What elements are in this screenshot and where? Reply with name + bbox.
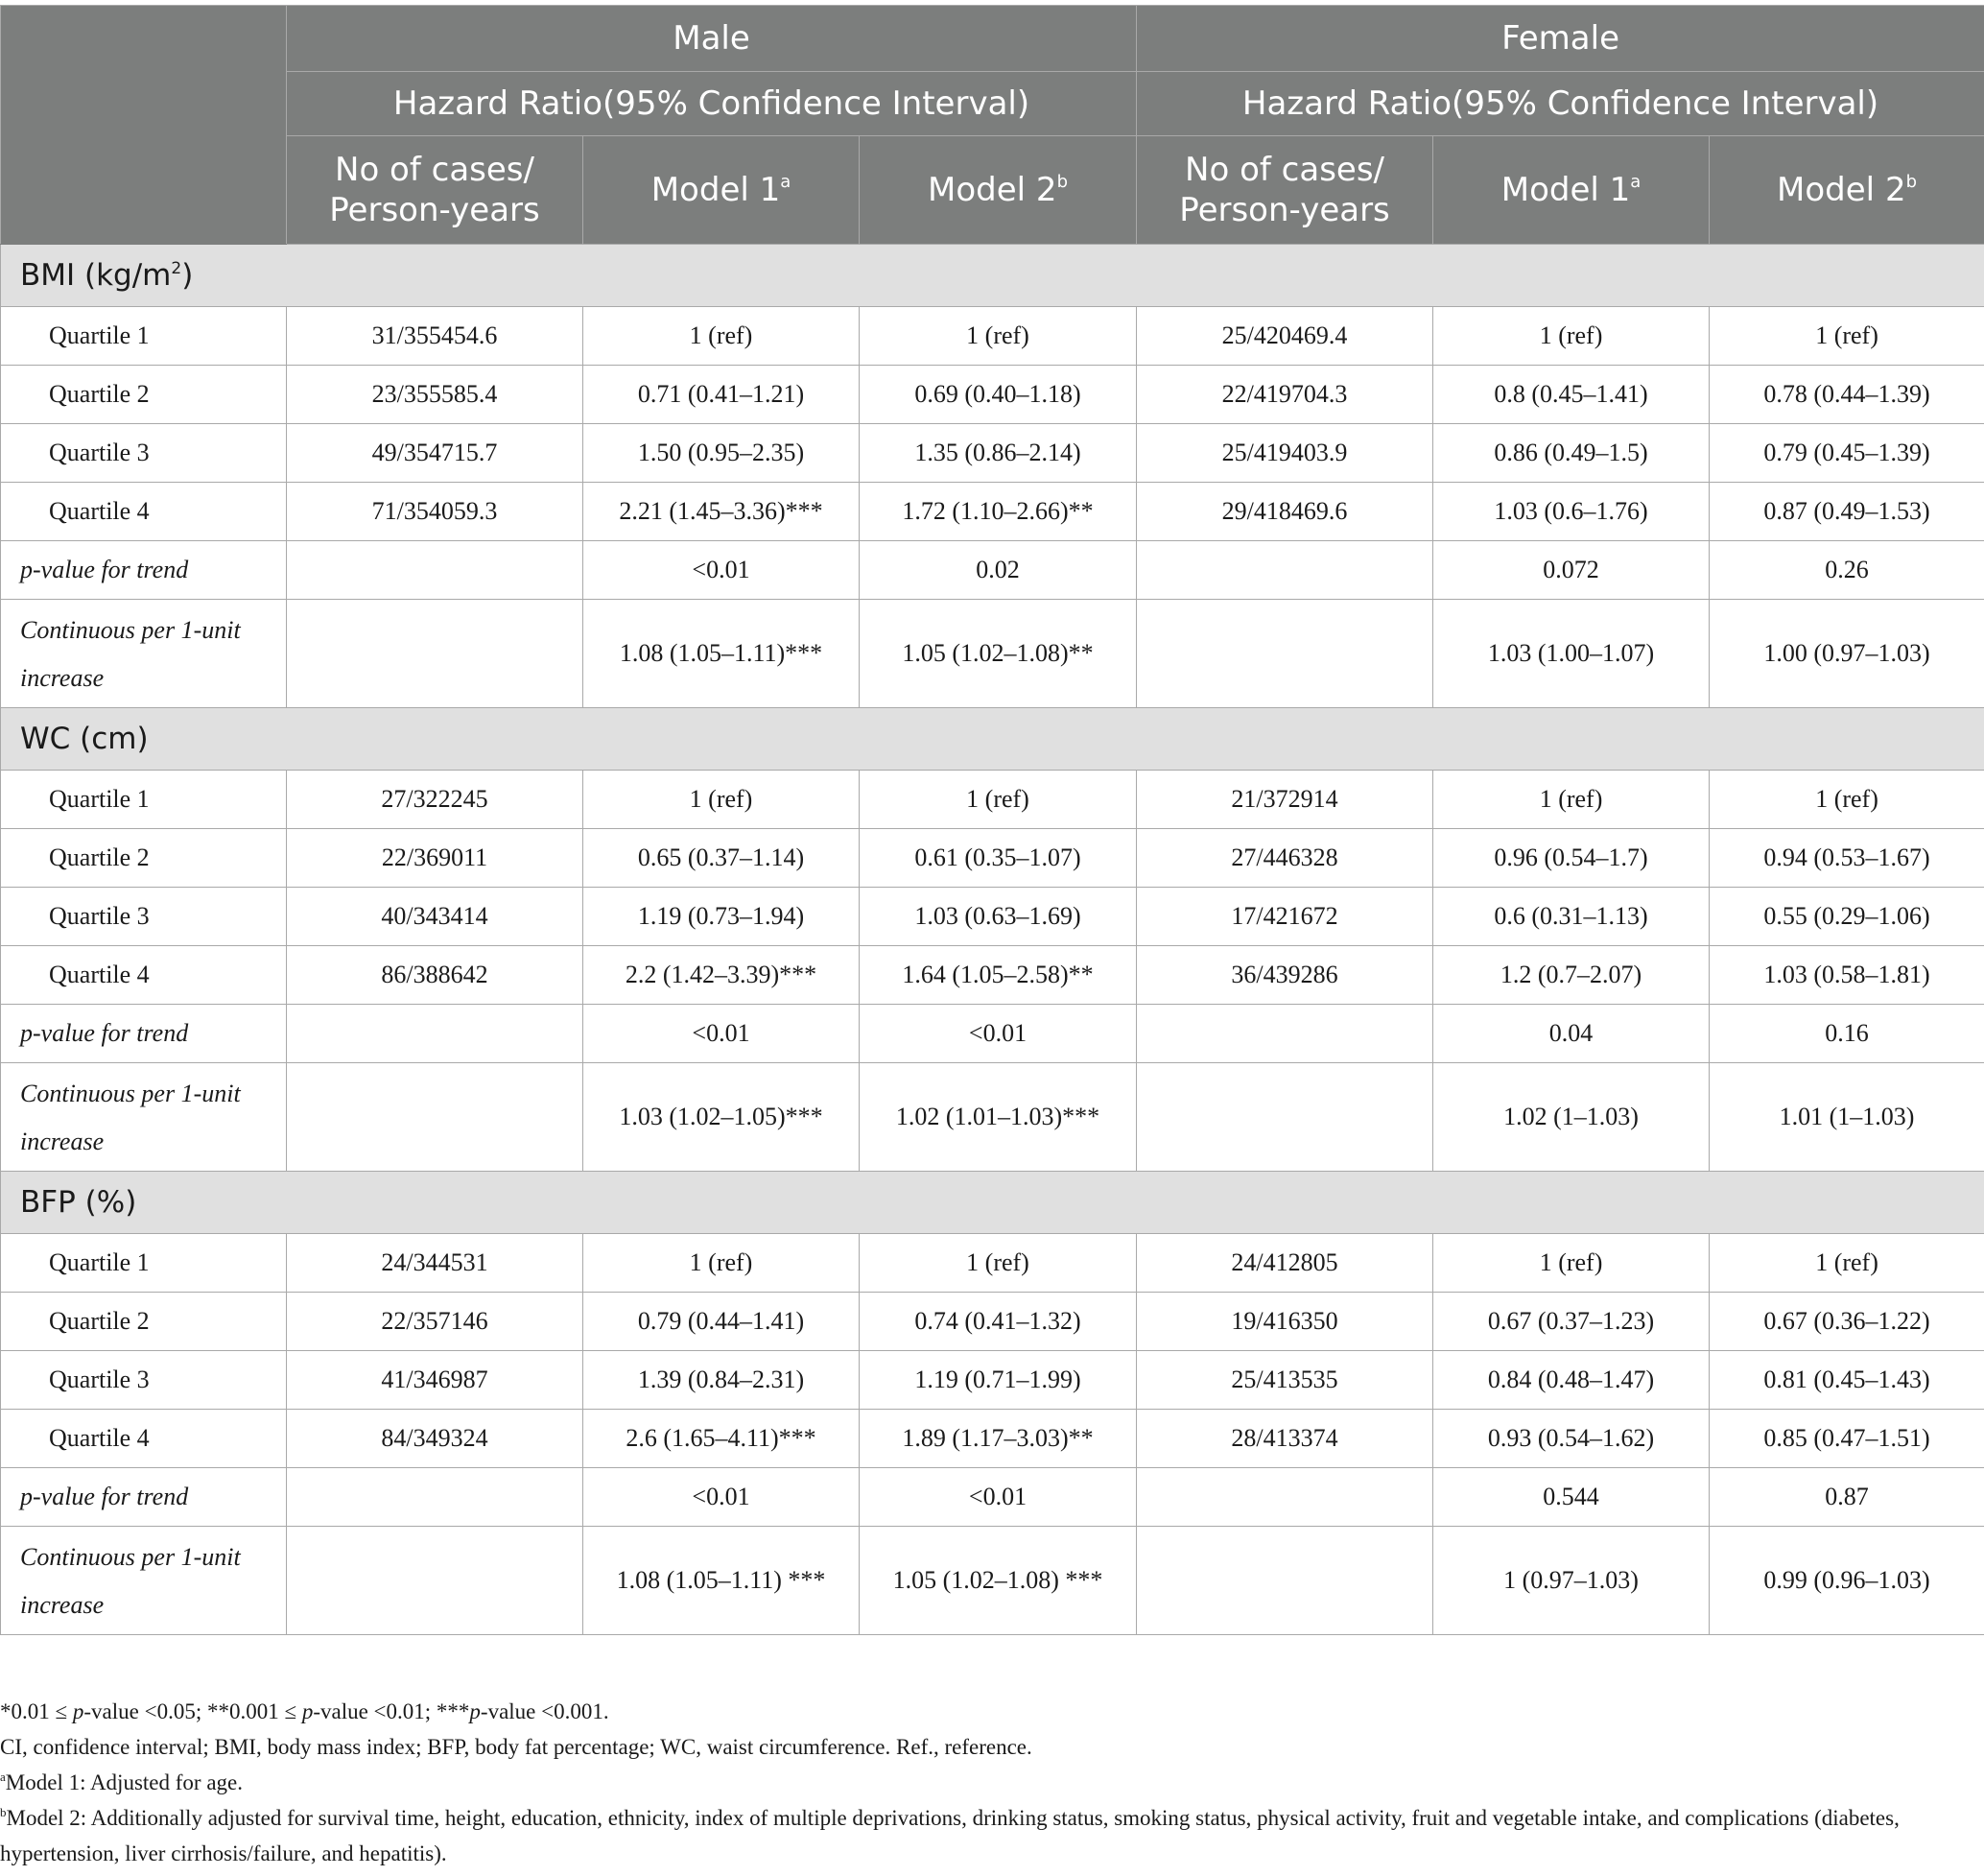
hazard-ratio-table — [0, 5, 1984, 1635]
male-model2-cell: 1.72 (1.10–2.66)** — [860, 483, 1137, 541]
female-cases-cell: 28/413374 — [1137, 1410, 1433, 1468]
male-model1-cell: 1 (ref) — [583, 1234, 860, 1293]
female-model1-cell: 1.2 (0.7–2.07) — [1433, 946, 1710, 1005]
section-title: BMI $(kg/m^2)$ — [1, 245, 1984, 307]
female-header: Female — [1137, 6, 1984, 72]
female-model2-cell: 1 (ref) — [1710, 771, 1984, 829]
continuous-row — [1, 1063, 1984, 1172]
female-cases-cell — [1137, 1063, 1433, 1172]
trend-row — [1, 541, 1984, 600]
male-cases-cell: 27/322245 — [287, 771, 583, 829]
row-label: Quartile 3 — [1, 1351, 287, 1410]
continuous-label: Continuous per 1-unit increase — [1, 1063, 287, 1172]
male-cases-cell: 23/355585.4 — [287, 366, 583, 424]
male-model2-cell: 1.89 (1.17–3.03)** — [860, 1410, 1137, 1468]
male-model1-cell: 1.08 (1.05–1.11) *** — [583, 1527, 860, 1635]
male-cases-cell: 86/388642 — [287, 946, 583, 1005]
male-model2-cell: <0.01 — [860, 1005, 1137, 1063]
row-label: Quartile 2 — [1, 1293, 287, 1351]
female-model2-cell: 0.26 — [1710, 541, 1984, 600]
male-cases-cell: 71/354059.3 — [287, 483, 583, 541]
table-row — [1, 946, 1984, 1005]
female-model2-cell: 0.94 (0.53–1.67) — [1710, 829, 1984, 888]
row-label: Quartile 1 — [1, 307, 287, 366]
male-model1-cell: 2.2 (1.42–3.39)*** — [583, 946, 860, 1005]
female-model2-cell: 0.85 (0.47–1.51) — [1710, 1410, 1984, 1468]
female-model2-cell: 1.03 (0.58–1.81) — [1710, 946, 1984, 1005]
male-model1-cell: 1.08 (1.05–1.11)*** — [583, 600, 860, 708]
female-cases-cell: 17/421672 — [1137, 888, 1433, 946]
male-cases-cell — [287, 1468, 583, 1527]
table-header — [1, 6, 1984, 245]
female-model1-cell: 1 (ref) — [1433, 1234, 1710, 1293]
female-model1-cell: 0.93 (0.54–1.62) — [1433, 1410, 1710, 1468]
male-model1-cell: <0.01 — [583, 1468, 860, 1527]
female-cases-cell: 25/413535 — [1137, 1351, 1433, 1410]
male-model1-cell: 0.71 (0.41–1.21) — [583, 366, 860, 424]
female-cases-cell: 22/419704.3 — [1137, 366, 1433, 424]
female-model1-cell: 0.072 — [1433, 541, 1710, 600]
male-model1-cell: 1.50 (0.95–2.35) — [583, 424, 860, 483]
female-model2-cell: 0.99 (0.96–1.03) — [1710, 1527, 1984, 1635]
male-model2-cell: 1.05 (1.02–1.08)** — [860, 600, 1137, 708]
male-model2-cell: 0.02 — [860, 541, 1137, 600]
male-model1-cell: 0.79 (0.44–1.41) — [583, 1293, 860, 1351]
row-label: Quartile 4 — [1, 1410, 287, 1468]
male-model1-cell: <0.01 — [583, 541, 860, 600]
female-cases-cell: 19/416350 — [1137, 1293, 1433, 1351]
female-model1-cell: 1.02 (1–1.03) — [1433, 1063, 1710, 1172]
male-model2-cell: 1.64 (1.05–2.58)** — [860, 946, 1137, 1005]
section-header-row — [1, 708, 1984, 771]
table-row — [1, 1234, 1984, 1293]
male-cases-cell: 24/344531 — [287, 1234, 583, 1293]
continuous-row — [1, 600, 1984, 708]
male-model1-cell: 1.39 (0.84–2.31) — [583, 1351, 860, 1410]
row-label: Quartile 3 — [1, 424, 287, 483]
section-header-row — [1, 1172, 1984, 1234]
female-cases-cell: 29/418469.6 — [1137, 483, 1433, 541]
female-cases-cell — [1137, 1527, 1433, 1635]
female-model1-cell: 1.03 (1.00–1.07) — [1433, 600, 1710, 708]
male-cases-cell: 49/354715.7 — [287, 424, 583, 483]
male-model1-cell: 1 (ref) — [583, 307, 860, 366]
male-cases-cell — [287, 600, 583, 708]
footnotes — [0, 1694, 1967, 1871]
table-row — [1, 366, 1984, 424]
footnote-significance: *0.01 ≤ p-value <0.05; **0.001 ≤ p-value <0.01; ***p-value <0.001. — [0, 1699, 609, 1723]
male-model2-cell: 1.05 (1.02–1.08) *** — [860, 1527, 1137, 1635]
female-model1-cell: 1.03 (0.6–1.76) — [1433, 483, 1710, 541]
male-model1-cell: 1.03 (1.02–1.05)*** — [583, 1063, 860, 1172]
female-cases-cell: 27/446328 — [1137, 829, 1433, 888]
female-model1-cell: 0.544 — [1433, 1468, 1710, 1527]
footnote-model1: $^a$Model 1: Adjusted for age. — [0, 1769, 243, 1794]
male-cases-cell: 40/343414 — [287, 888, 583, 946]
section-title: WC (cm) — [1, 708, 1984, 771]
male-cases-cell — [287, 1527, 583, 1635]
female-model2-cell: 1 (ref) — [1710, 307, 1984, 366]
female-cases-cell: 21/372914 — [1137, 771, 1433, 829]
male-model2-cell: <0.01 — [860, 1468, 1137, 1527]
female-model2-cell: 0.16 — [1710, 1005, 1984, 1063]
table-row — [1, 1293, 1984, 1351]
table-row — [1, 1410, 1984, 1468]
male-model2-cell: 0.61 (0.35–1.07) — [860, 829, 1137, 888]
female-model2-cell: 1.00 (0.97–1.03) — [1710, 600, 1984, 708]
table-row — [1, 483, 1984, 541]
trend-row — [1, 1468, 1984, 1527]
female-model2-cell: 1 (ref) — [1710, 1234, 1984, 1293]
continuous-label: Continuous per 1-unit increase — [1, 600, 287, 708]
continuous-label: Continuous per 1-unit increase — [1, 1527, 287, 1635]
female-model1-cell: 0.6 (0.31–1.13) — [1433, 888, 1710, 946]
section-title: BFP (%) — [1, 1172, 1984, 1234]
male-model2-header: Model 2$^b$ — [860, 136, 1137, 245]
row-label: Quartile 2 — [1, 829, 287, 888]
female-cases-cell — [1137, 541, 1433, 600]
male-model2-cell: 1.35 (0.86–2.14) — [860, 424, 1137, 483]
male-header: Male — [287, 6, 1137, 72]
table-row — [1, 771, 1984, 829]
trend-row — [1, 1005, 1984, 1063]
female-model2-cell: 1.01 (1–1.03) — [1710, 1063, 1984, 1172]
male-model2-cell: 1 (ref) — [860, 771, 1137, 829]
row-label: Quartile 1 — [1, 771, 287, 829]
female-cases-cell: 25/420469.4 — [1137, 307, 1433, 366]
female-cases-cell — [1137, 600, 1433, 708]
male-model2-cell: 0.69 (0.40–1.18) — [860, 366, 1137, 424]
male-model1-cell: 0.65 (0.37–1.14) — [583, 829, 860, 888]
male-cases-header: No of cases/ Person-years — [287, 136, 583, 245]
male-model2-cell: 1.19 (0.71–1.99) — [860, 1351, 1137, 1410]
row-label: Quartile 2 — [1, 366, 287, 424]
male-model1-cell: 2.6 (1.65–4.11)*** — [583, 1410, 860, 1468]
trend-label: p-value for trend — [1, 541, 287, 600]
female-cases-cell — [1137, 1005, 1433, 1063]
female-model1-cell: 0.67 (0.37–1.23) — [1433, 1293, 1710, 1351]
row-label: Quartile 4 — [1, 946, 287, 1005]
female-model2-cell: 0.87 (0.49–1.53) — [1710, 483, 1984, 541]
male-cases-cell: 22/357146 — [287, 1293, 583, 1351]
female-model1-cell: 1 (ref) — [1433, 307, 1710, 366]
table-body — [1, 245, 1984, 1635]
female-model2-header: Model 2$^b$ — [1710, 136, 1984, 245]
female-cases-cell: 25/419403.9 — [1137, 424, 1433, 483]
male-model2-cell: 1 (ref) — [860, 1234, 1137, 1293]
male-cases-cell — [287, 541, 583, 600]
male-model1-cell: <0.01 — [583, 1005, 860, 1063]
female-model1-cell: 0.84 (0.48–1.47) — [1433, 1351, 1710, 1410]
male-hr-ci-header: Hazard Ratio(95% Confidence Interval) — [287, 72, 1137, 136]
female-model2-cell: 0.81 (0.45–1.43) — [1710, 1351, 1984, 1410]
female-model1-header: Model 1$^a$ — [1433, 136, 1710, 245]
continuous-row — [1, 1527, 1984, 1635]
male-cases-cell: 22/369011 — [287, 829, 583, 888]
table-row — [1, 424, 1984, 483]
female-model2-cell: 0.67 (0.36–1.22) — [1710, 1293, 1984, 1351]
trend-label: p-value for trend — [1, 1005, 287, 1063]
table-row — [1, 307, 1984, 366]
table-row — [1, 829, 1984, 888]
row-label: Quartile 4 — [1, 483, 287, 541]
table-row — [1, 888, 1984, 946]
female-cases-cell: 24/412805 — [1137, 1234, 1433, 1293]
female-model1-cell: 0.86 (0.49–1.5) — [1433, 424, 1710, 483]
female-cases-cell: 36/439286 — [1137, 946, 1433, 1005]
male-cases-cell: 84/349324 — [287, 1410, 583, 1468]
female-model2-cell: 0.55 (0.29–1.06) — [1710, 888, 1984, 946]
female-hr-ci-header: Hazard Ratio(95% Confidence Interval) — [1137, 72, 1984, 136]
female-model2-cell: 0.79 (0.45–1.39) — [1710, 424, 1984, 483]
male-cases-cell: 41/346987 — [287, 1351, 583, 1410]
female-cases-header: No of cases/ Person-years — [1137, 136, 1433, 245]
female-cases-cell — [1137, 1468, 1433, 1527]
female-model1-cell: 0.96 (0.54–1.7) — [1433, 829, 1710, 888]
row-label: Quartile 3 — [1, 888, 287, 946]
trend-label: p-value for trend — [1, 1468, 287, 1527]
male-model2-cell: 1.03 (0.63–1.69) — [860, 888, 1137, 946]
female-model1-cell: 1 (0.97–1.03) — [1433, 1527, 1710, 1635]
male-model1-cell: 1.19 (0.73–1.94) — [583, 888, 860, 946]
section-header-row — [1, 245, 1984, 307]
male-cases-cell: 31/355454.6 — [287, 307, 583, 366]
row-label: Quartile 1 — [1, 1234, 287, 1293]
male-model1-cell: 1 (ref) — [583, 771, 860, 829]
male-model2-cell: 1 (ref) — [860, 307, 1137, 366]
male-model1-header: Model 1$^a$ — [583, 136, 860, 245]
male-cases-cell — [287, 1063, 583, 1172]
female-model1-cell: 0.04 — [1433, 1005, 1710, 1063]
female-model2-cell: 0.87 — [1710, 1468, 1984, 1527]
female-model1-cell: 0.8 (0.45–1.41) — [1433, 366, 1710, 424]
male-model2-cell: 0.74 (0.41–1.32) — [860, 1293, 1137, 1351]
footnote-abbreviations: CI, confidence interval; BMI, body mass index; BFP, body fat percentage; WC, waist circumference. Ref., reference. — [0, 1735, 1032, 1759]
male-model2-cell: 1.02 (1.01–1.03)*** — [860, 1063, 1137, 1172]
male-model1-cell: 2.21 (1.45–3.36)*** — [583, 483, 860, 541]
female-model2-cell: 0.78 (0.44–1.39) — [1710, 366, 1984, 424]
table-row — [1, 1351, 1984, 1410]
corner-cell — [1, 6, 287, 245]
male-cases-cell — [287, 1005, 583, 1063]
footnote-model2: $^b$Model 2: Additionally adjusted for survival time, height, education, ethnicity, index of multiple deprivations, drinking status, smoking status, physical activity, fruit and vegetable intake, and complications (diabetes, hypertension, liver cirrhosis/failure, and hepatitis). — [0, 1805, 1900, 1865]
female-model1-cell: 1 (ref) — [1433, 771, 1710, 829]
